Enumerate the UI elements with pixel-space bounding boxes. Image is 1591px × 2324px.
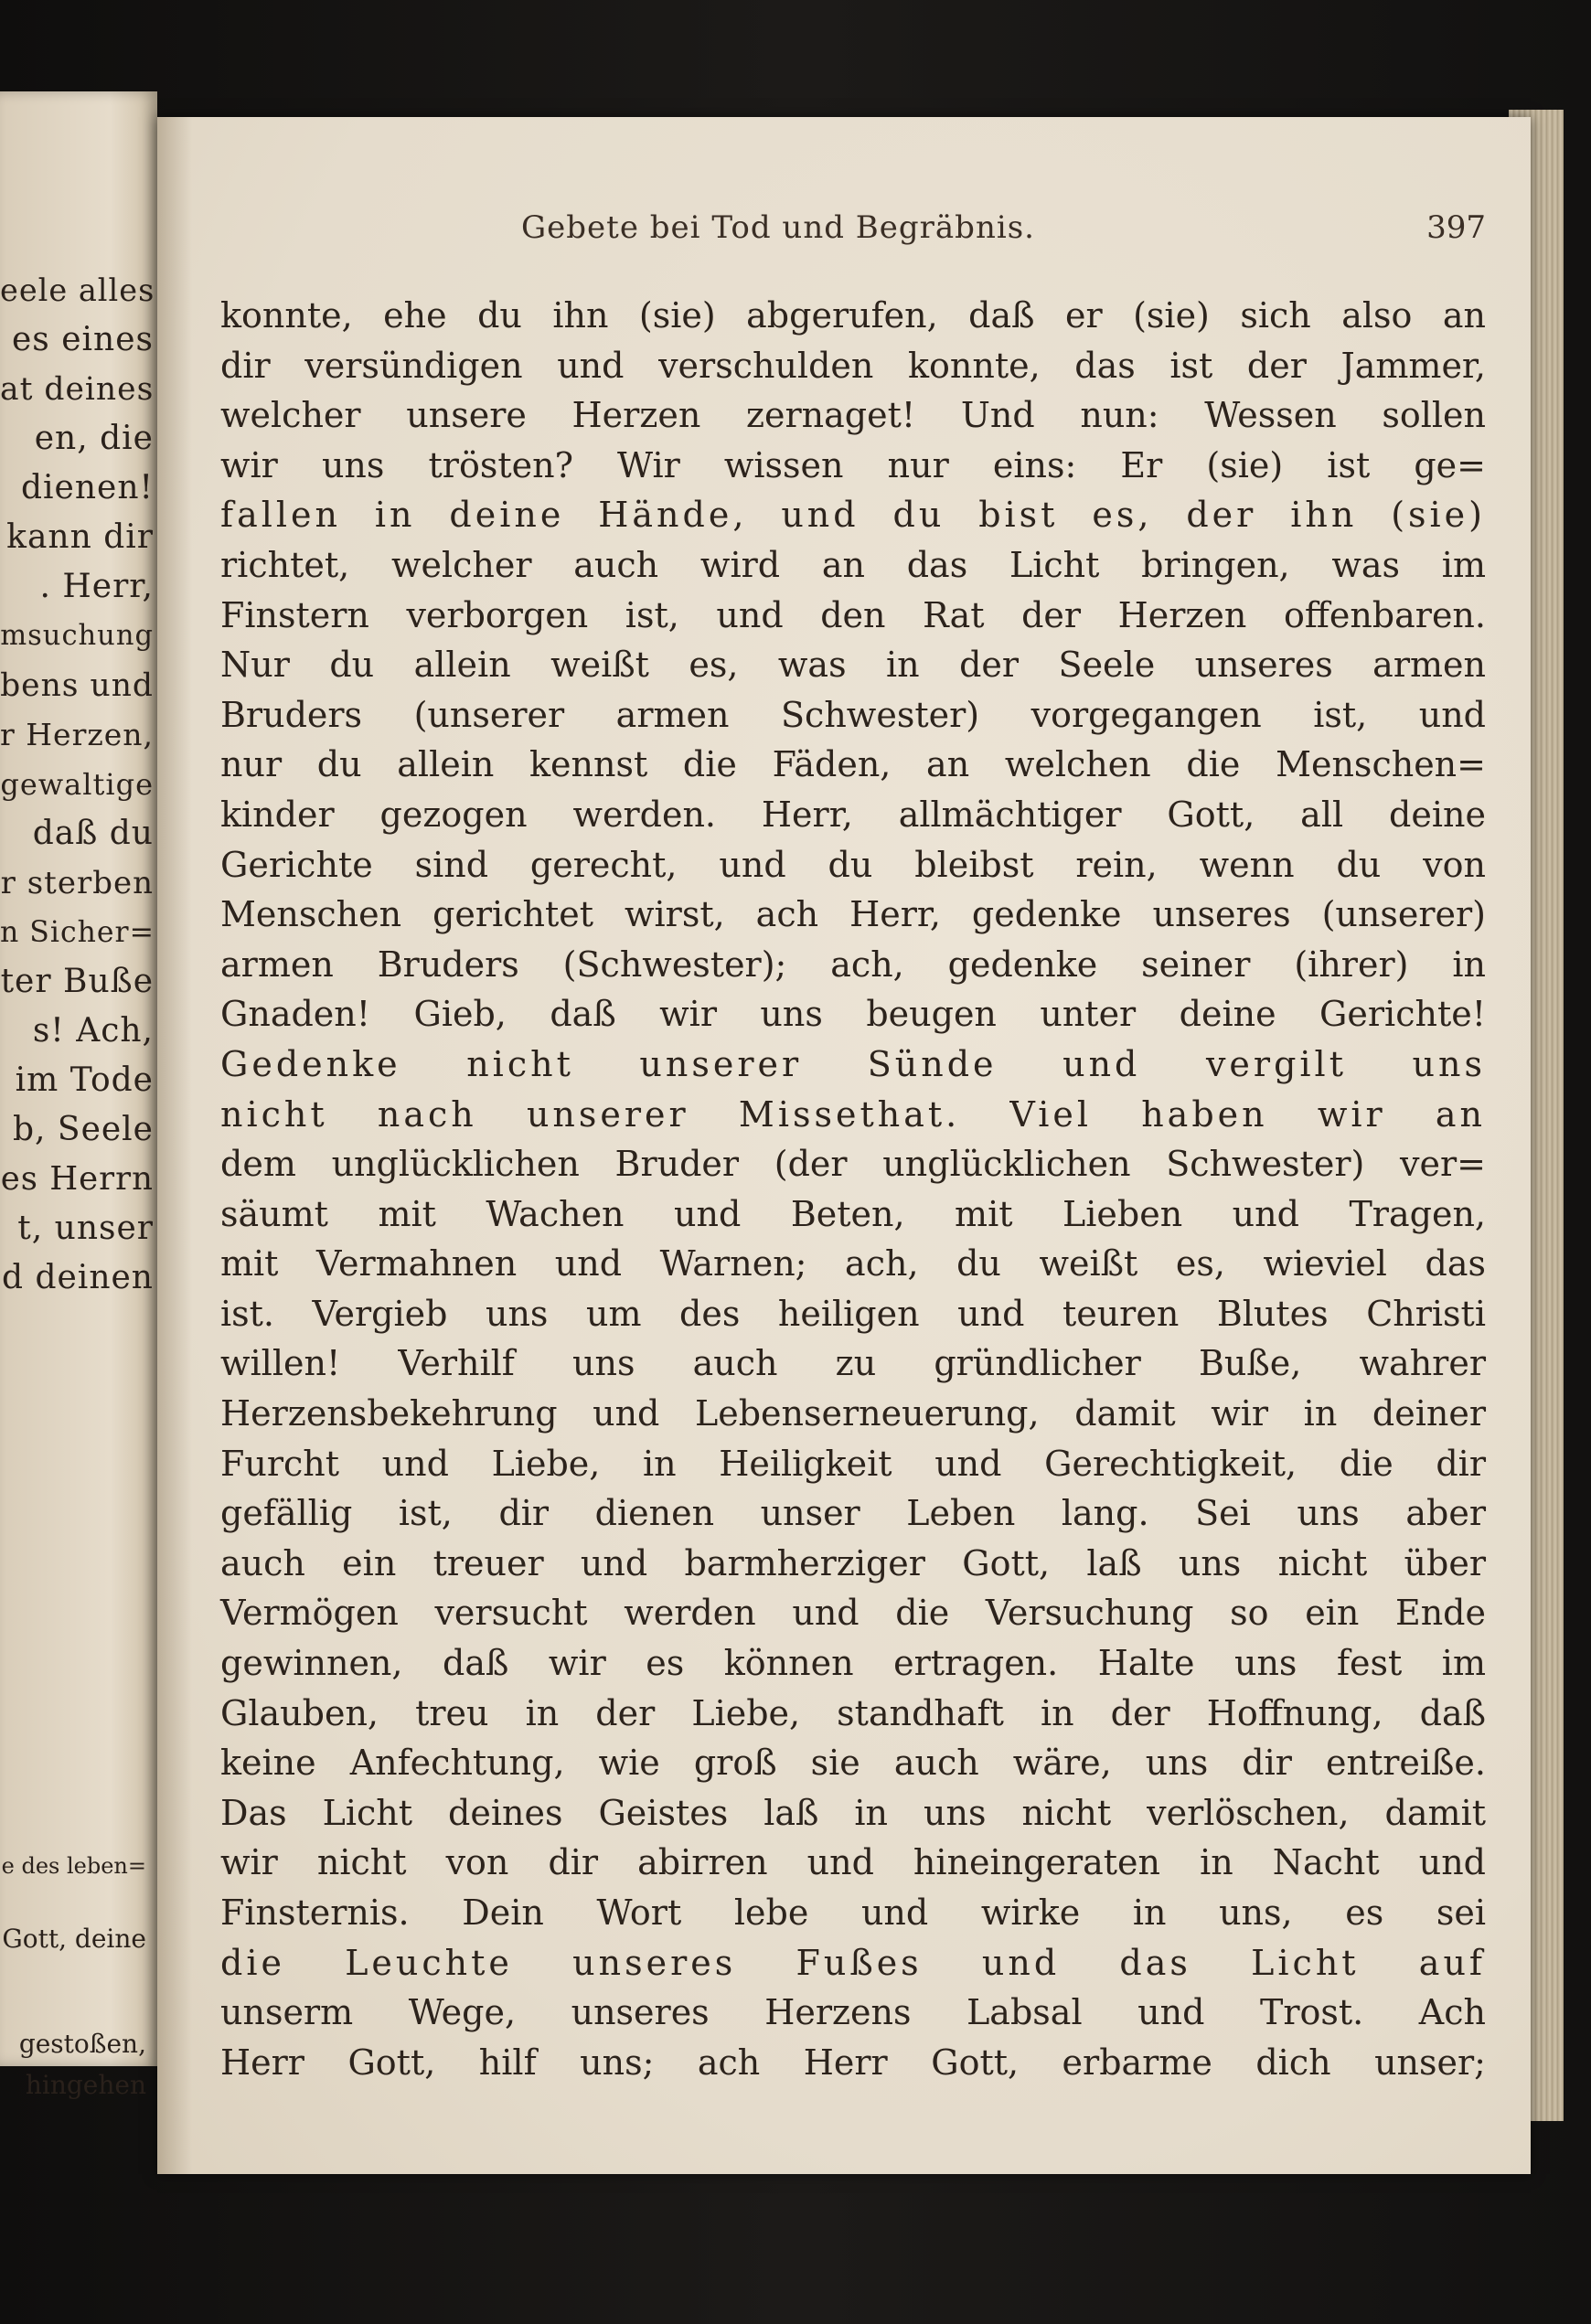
gutter-shadow [157, 117, 192, 2174]
text-line: Vermögen versucht werden und die Versuchung so ein Ende [220, 1593, 1486, 1634]
text-line: ist. Vergieb uns um des heiligen und teuren Blutes Christi [220, 1293, 1486, 1334]
text-line: die Leuchte unseres Fußes und das Licht auf [220, 1942, 1486, 1983]
left-page-line: es Herrn [0, 1160, 154, 1198]
text-line: Nur du allein weißt es, was in der Seele unseres armen [220, 645, 1486, 686]
left-page-line: d deinen [1, 1259, 154, 1296]
left-page-line: gewaltige [0, 767, 154, 802]
text-line: auch ein treuer und barmherziger Gott, laß uns nicht über [220, 1542, 1486, 1583]
text-line: dir versündigen und verschulden konnte, das ist der Jammer, [220, 345, 1486, 386]
text-line: fallen in deine Hände, und du bist es, der ihn (sie) [220, 495, 1486, 536]
left-page-line: daß du [32, 815, 154, 852]
left-page-line: s! Ach, [32, 1012, 154, 1050]
text-line: Finsternis. Dein Wort lebe und wirke in uns, es sei [220, 1892, 1486, 1933]
text-line: wir uns trösten? Wir wissen nur eins: Er (sie) ist ge= [220, 444, 1486, 485]
text-line: wir nicht von dir abirren und hineingeraten in Nacht und [220, 1842, 1486, 1883]
left-page-line: dienen! [20, 469, 154, 506]
text-line: gewinnen, daß wir es können ertragen. Halte uns fest im [220, 1643, 1486, 1684]
left-page-fragment: Gott, deine [2, 1924, 146, 1954]
left-page-line: bens und [0, 667, 154, 704]
text-line: Herr Gott, hilf uns; ach Herr Gott, erbarme dich unser; [220, 2041, 1486, 2083]
text-line: Glauben, treu in der Liebe, standhaft in der Hoffnung, daß [220, 1692, 1486, 1733]
left-page-line: im Tode [15, 1061, 154, 1099]
left-page-line: msuchung [0, 620, 154, 652]
left-page-line: ter Buße [0, 963, 154, 1000]
text-line: nur du allein kennst die Fäden, an welchen die Menschen= [220, 744, 1486, 785]
left-page-line: eele alles [0, 272, 155, 308]
body-text [220, 291, 1486, 2087]
running-head: Gebete bei Tod und Begräbnis. [521, 209, 1035, 246]
text-line: unserm Wege, unseres Herzens Labsal und Trost. Ach [220, 1992, 1486, 2033]
text-line: Gnaden! Gieb, daß wir uns beugen unter deine Gerichte! [220, 994, 1486, 1035]
left-page-line: r sterben [0, 865, 154, 901]
text-line: Das Licht deines Geistes laß in uns nicht verlöschen, damit [220, 1792, 1486, 1833]
left-page-line: r Herzen, [0, 717, 155, 752]
text-line: nicht nach unserer Missethat. Viel haben wir an [220, 1093, 1486, 1135]
page-header [220, 205, 1486, 251]
text-line: mit Vermahnen und Warnen; ach, du weißt es, wieviel das [220, 1243, 1486, 1285]
left-page-fragment: hingehen [25, 2070, 146, 2100]
left-page-line: es eines [11, 321, 154, 358]
right-page [157, 117, 1531, 2174]
page-number: 397 [1426, 209, 1486, 246]
left-page-line: n Sicher= [0, 916, 155, 949]
text-line: konnte, ehe du ihn (sie) abgerufen, daß er (sie) sich also an [220, 295, 1486, 336]
text-line: Bruders (unserer armen Schwester) vorgegangen ist, und [220, 694, 1486, 735]
left-page-line: at deines [0, 371, 155, 408]
text-line: welcher unsere Herzen zernaget! Und nun: Wessen sollen [220, 395, 1486, 436]
text-line: kinder gezogen werden. Herr, allmächtiger Gott, all deine [220, 794, 1486, 835]
left-page-line: t, unser [17, 1210, 154, 1247]
text-line: dem unglücklichen Bruder (der unglücklichen Schwester) ver= [220, 1144, 1486, 1185]
text-line: willen! Verhilf uns auch zu gründlicher Buße, wahrer [220, 1343, 1486, 1384]
left-page-line: b, Seele [12, 1111, 154, 1148]
text-line: Menschen gerichtet wirst, ach Herr, gedenke unseres (unserer) [220, 894, 1486, 935]
text-line: gefällig ist, dir dienen unser Leben lang. Sei uns aber [220, 1493, 1486, 1534]
text-line: Finstern verborgen ist, und den Rat der Herzen offenbaren. [220, 594, 1486, 635]
text-line: keine Anfechtung, wie groß sie auch wäre, uns dir entreiße. [220, 1743, 1486, 1784]
left-page-line: en, die [34, 420, 154, 457]
text-line: Gerichte sind gerecht, und du bleibst rein, wenn du von [220, 844, 1486, 885]
left-page-fragment: e des leben= [1, 1853, 146, 1879]
left-page-partial [0, 91, 157, 2100]
text-line: Herzensbekehrung und Lebenserneuerung, damit wir in deiner [220, 1393, 1486, 1434]
text-line: säumt mit Wachen und Beten, mit Lieben und Tragen, [220, 1193, 1486, 1234]
text-line: richtet, welcher auch wird an das Licht bringen, was im [220, 544, 1486, 585]
text-line: Furcht und Liebe, in Heiligkeit und Gerechtigkeit, die dir [220, 1443, 1486, 1484]
left-page-line: . Herr, [39, 568, 154, 605]
text-line: Gedenke nicht unserer Sünde und vergilt uns [220, 1043, 1486, 1084]
text-line: armen Bruders (Schwester); ach, gedenke seiner (ihrer) in [220, 943, 1486, 985]
left-page-fragment: gestoßen, [18, 2029, 146, 2059]
left-page-line: kann dir [6, 518, 154, 556]
